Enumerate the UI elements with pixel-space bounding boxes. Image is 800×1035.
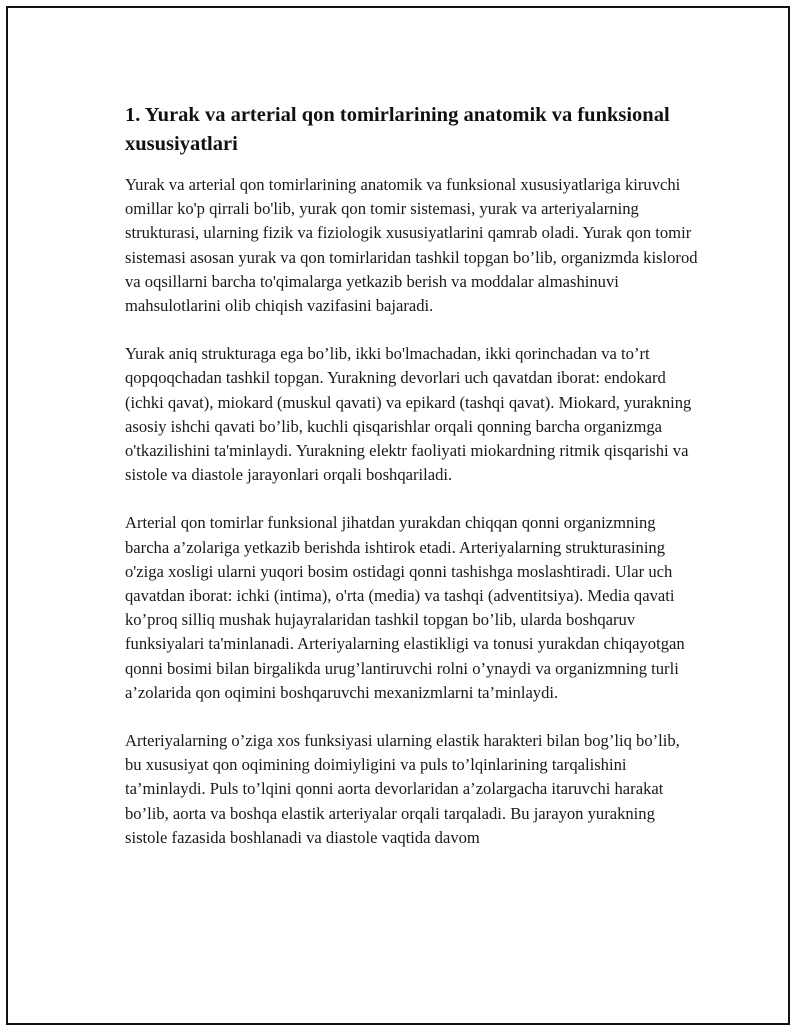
paragraph-1: Yurak va arterial qon tomirlarining anatomik va funksional xususiyatlariga kiruvchi omillar ko'p qirrali bo'lib, yurak qon tomir sistemasi, yurak va arteriyalarning strukturasi, ularning fizik va fiziologik xususiyatlarini qamrab oladi. Yurak qon tomir sistemasi asosan yurak va qon tomirlaridan tashkil topgan bo’lib, organizmda kislorod va oqsillarni barcha to'qimalarga yetkazib berish va moddalar almashinuvi mahsulotlarini olib chiqish vazifasini bajaradi. <box>125 175 698 316</box>
paragraph-4: Arteriyalarning o’ziga xos funksiyasi ularning elastik harakteri bilan bog’liq bo’lib, bu xususiyat qon oqimining doimiyligini va puls to’lqinlarining tarqalishini ta’minlaydi. Puls to’lqini qonni aorta devorlaridan a’zolargacha itaruvchi harakat bo’lib, aorta va boshqa elastik arteriyalar orqali tarqaladi. Bu jarayon yurakning sistole fazasida boshlanadi va diastole vaqtida davom <box>125 731 680 847</box>
section-heading: 1. Yurak va arterial qon tomirlarining anatomik va funksional xususiyatlari <box>125 104 670 155</box>
document-body <box>125 101 700 874</box>
paragraph-2: Yurak aniq strukturaga ega bo’lib, ikki bo'lmachadan, ikki qorinchadan va to’rt qopqoqchadan tashkil topgan. Yurakning devorlari uch qavatdan iborat: endokard (ichki qavat), miokard (muskul qavati) va epikard (tashqi qavat). Miokard, yurakning asosiy ishchi qavati bo’lib, kuchli qisqarishlar orqali qonning barcha organizmga o'tkazilishini ta'minlaydi. Yurakning elektr faoliyati miokardning ritmik qisqarishi va sistole va diastole jarayonlari orqali boshqariladi. <box>125 344 692 485</box>
paragraph-3: Arterial qon tomirlar funksional jihatdan yurakdan chiqqan qonni organizmning barcha a’zolariga yetkazib berishda ishtirok etadi. Arteriyalarning strukturasining o'ziga xosligi ularni yuqori bosim ostidagi qonni tashishga moslashtiradi. Ular uch qavatdan iborat: ichki (intima), o'rta (media) va tashqi (adventitsiya). Media qavati ko’proq silliq mushak hujayralaridan tashkil topgan bo’lib, ularda boshqaruv funksiyalari ta'minlanadi. Arteriyalarning elastikligi va tonusi yurakdan chiqayotgan qonni bosimi bilan birgalikda urug’lantiruvchi rolni o’ynaydi va organizmning turli a’zolarida qon oqimini boshqaruvchi mexanizmlarni ta’minlaydi. <box>125 513 685 702</box>
page-frame <box>6 6 790 1025</box>
